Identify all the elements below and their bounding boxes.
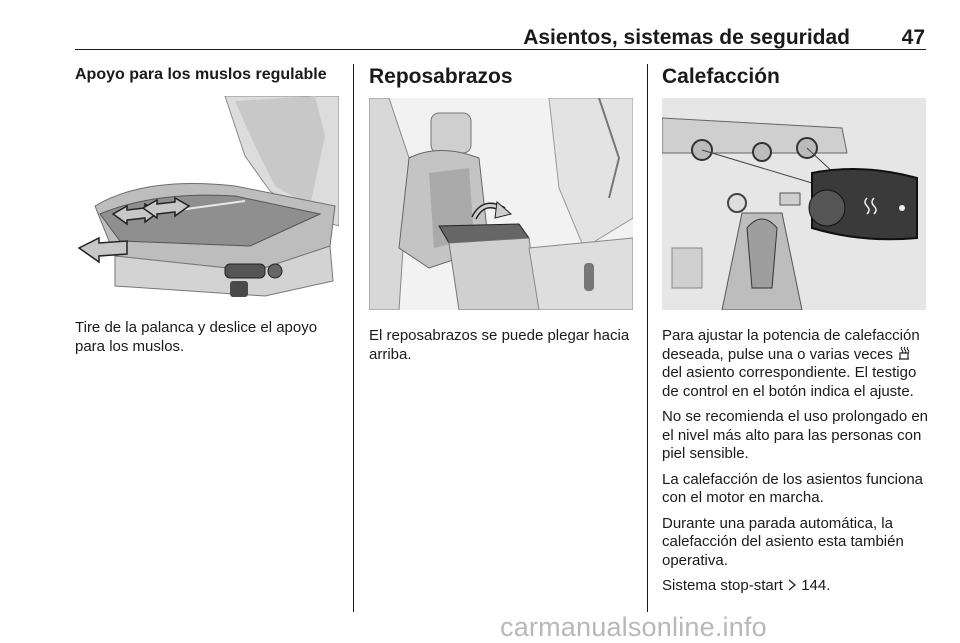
heating-text [662, 327, 932, 603]
heating-paragraph-2: No se recomienda el uso prolongado en el nivel más alto para las personas con piel sensible. [662, 408, 929, 462]
heating-heading: Calefacción [662, 65, 780, 88]
seat-cushion-drawing [75, 96, 339, 306]
armrest-illustration [369, 98, 633, 310]
heating-paragraph-4: Durante una parada automática, la calefacción del asiento esta también operativa. [662, 514, 904, 569]
thigh-support-text: Tire de la palanca y deslice el apoyo para los muslos. [75, 319, 318, 355]
page-number: 47 [901, 26, 925, 49]
armrest-heading: Reposabrazos [369, 65, 513, 88]
heating-paragraph-3: La calefacción de los asientos funciona con el motor en marcha. [662, 470, 924, 506]
heating-paragraph-5 [662, 577, 932, 596]
page-header-title: Asientos, sistemas de seguridad [523, 26, 850, 49]
heating-paragraph-1 [662, 327, 932, 401]
column-divider-left [353, 64, 354, 612]
stop-start-page-ref[interactable]: 144. [801, 577, 831, 594]
thigh-support-illustration [75, 96, 339, 306]
seat-heating-illustration [662, 98, 926, 310]
armrest-text: El reposabrazos se puede plegar hacia arriba. [369, 327, 630, 363]
console-drawing [662, 98, 926, 310]
cross-reference-arrow-icon [787, 579, 797, 591]
heating-text-part: del asiento correspondiente. El testigo de control en el botón indica el ajuste. [662, 364, 917, 400]
stop-start-label: Sistema stop-start [662, 577, 788, 594]
column-divider-right [647, 64, 648, 612]
seat-heating-icon[interactable] [897, 346, 911, 360]
watermark: carmanualsonline.info [500, 612, 767, 642]
heating-text-part: Para ajustar la potencia de calefacción deseada, pulse una o varias veces [662, 327, 920, 363]
thigh-support-heading: Apoyo para los muslos regulable [75, 66, 327, 83]
armrest-drawing [369, 98, 633, 310]
header-divider [75, 49, 926, 50]
